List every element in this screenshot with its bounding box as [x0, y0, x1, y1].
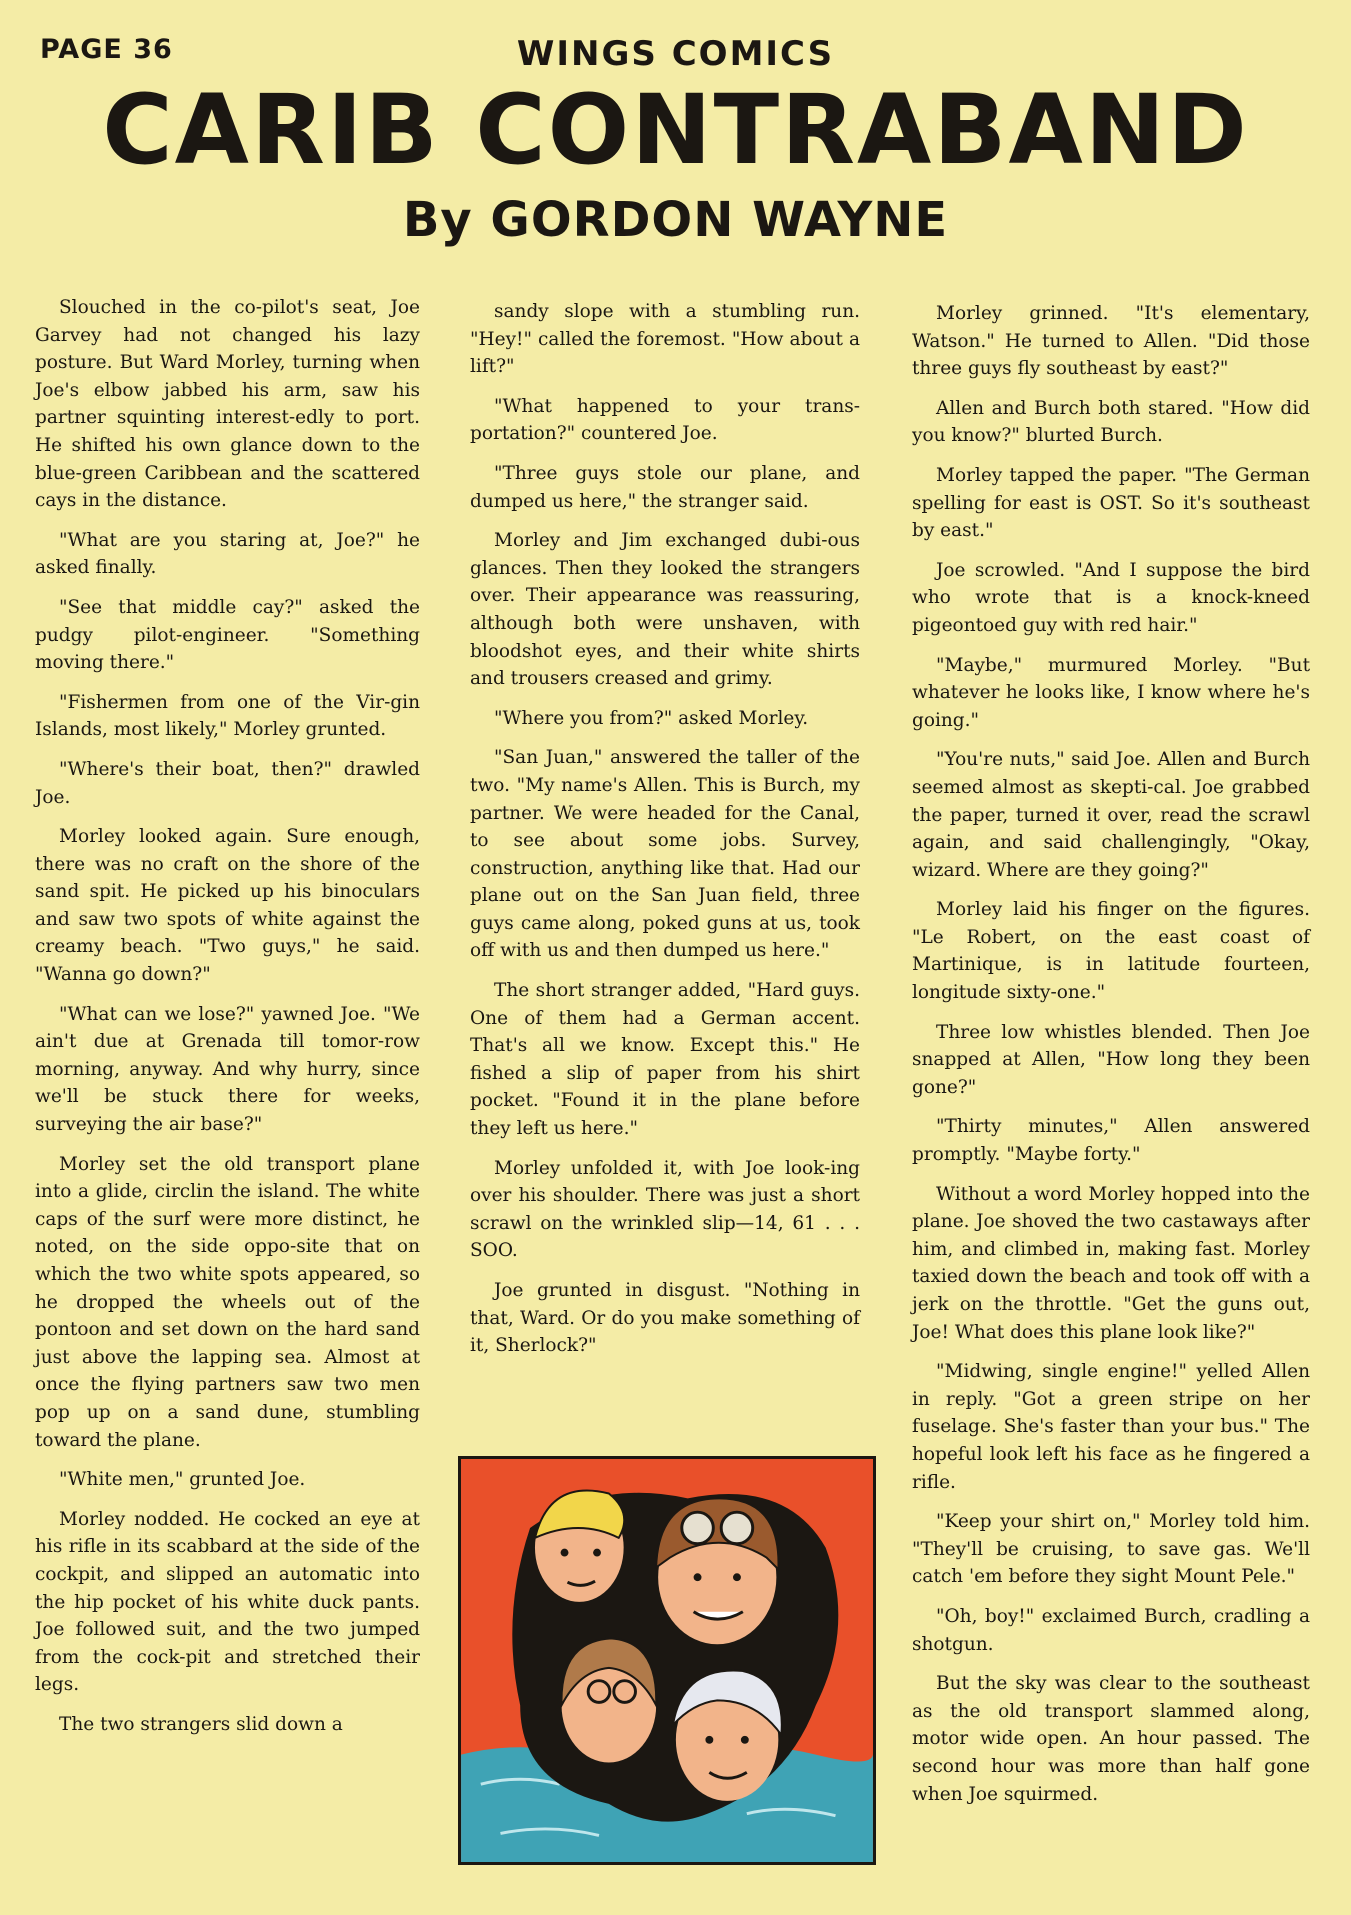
paragraph: The two strangers slid down a	[59, 1713, 343, 1735]
paragraph: Morley grinned. "It's elementary, Watson." He turned to Allen. "Did those three guys fly southeast by east?"	[912, 303, 1310, 380]
paragraph: The short stranger added, "Hard guys. One of them had a German accent. That's all we know. Except this." He fished a slip of paper from his shirt pocket. "Found it in the plane before they left us here."	[470, 980, 860, 1140]
paragraph: "Fishermen from one of the Vir-gin Islands, most likely," Morley grunted.	[35, 691, 420, 741]
aviator-goggles-figure	[656, 1498, 778, 1644]
running-head: WINGS COMICS	[516, 34, 835, 74]
text-column-3	[912, 300, 1310, 1820]
paragraph: "Keep your shirt on," Morley told him. "They'll be cruising, to save gas. We'll catch 'em before they sight Mount Pele."	[912, 1511, 1310, 1588]
paragraph: Without a word Morley hopped into the plane. Joe shoved the two castaways after him, and climbed in, making fast. Morley taxied down the beach and took off with a jerk on the throttle. "Get the guns out, Joe! What does this plane look like?"	[912, 1183, 1310, 1343]
paragraph: Morley looked again. Sure enough, there was no craft on the shore of the sand spit. He picked up his binoculars and saw two spots of white against the creamy beach. "Two guys," he said. "Wanna go down?"	[35, 826, 420, 986]
paragraph: Morley set the old transport plane into a glide, circlin the island. The white caps of the surf were more distinct, he noted, on the side oppo-site that on which the two white spots appeared, so he dropped the wheels out of the pontoon and set down on the hard sand just above the lapping sea. Almost at once the flying partners saw two men pop up on a sand dune, stumbling toward the plane.	[35, 1153, 420, 1451]
paragraph: But the sky was clear to the southeast as the old transport slammed along, motor wide open. An hour passed. The second hour was more than half gone when Joe squirmed.	[912, 1673, 1310, 1805]
paragraph: Three low whistles blended. Then Joe snapped at Allen, "How long they been gone?"	[912, 1021, 1310, 1098]
paragraph: sandy slope with a stumbling run. "Hey!" called the foremost. "How about a lift?"	[470, 301, 860, 378]
paragraph: "What happened to your trans-portation?" countered Joe.	[470, 395, 860, 445]
paragraph: Morley nodded. He cocked an eye at his rifle in its scabbard at the side of the cockpit, and slipped an automatic into the hip pocket of his white duck pants. Joe followed suit, and the two jumped from the cock-pit and stretched their legs.	[35, 1508, 420, 1696]
paragraph: "What are you staring at, Joe?" he asked finally.	[35, 529, 420, 579]
paragraph: "Thirty minutes," Allen answered promptly. "Maybe forty."	[912, 1116, 1310, 1166]
paragraph: "You're nuts," said Joe. Allen and Burch seemed almost as skepti-cal. Joe grabbed the paper, turned it over, read the scrawl again, and said challengingly, "Okay, wizard. Where are they going?"	[912, 749, 1310, 881]
paragraph: Slouched in the co-pilot's seat, Joe Garvey had not changed his lazy posture. But Ward Morley, turning when Joe's elbow jabbed his arm, saw his partner squinting interest-edly to port. He shifted his own glance down to the blue-green Caribbean and the scattered cays in the distance.	[35, 297, 420, 512]
paragraph: Joe scrowled. "And I suppose the bird who wrote that is a knock-kneed pigeontoed guy with red hair."	[912, 559, 1310, 636]
illustration-art	[461, 1459, 873, 1862]
helmeted-figure	[561, 1638, 656, 1762]
paragraph: "Three guys stole our plane, and dumped us here," the stranger said.	[470, 462, 860, 512]
character-illustration	[458, 1456, 876, 1865]
paragraph: "San Juan," answered the taller of the two. "My name's Allen. This is Burch, my partner. We were headed for the Canal, to see about some jobs. Survey, construction, anything like that. Had our plane out on the San Juan field, three guys came along, poked guns at us, took off with us and then dumped us here."	[470, 747, 860, 962]
paragraph: "Midwing, single engine!" yelled Allen in reply. "Got a green stripe on her fuselage. She's faster than your bus." The hopeful look left his face as he fingered a rifle.	[912, 1361, 1310, 1493]
story-title: CARIB CONTRABAND	[102, 74, 1249, 186]
text-column-1	[35, 294, 420, 1751]
paragraph: "Where you from?" asked Morley.	[494, 707, 809, 729]
paragraph: Allen and Burch both stared. "How did you know?" blurted Burch.	[912, 397, 1310, 447]
paragraph: "White men," grunted Joe.	[59, 1469, 306, 1491]
blond-man-figure	[535, 1491, 624, 1602]
paragraph: "See that middle cay?" asked the pudgy pilot-engineer. "Something moving there."	[35, 596, 420, 674]
paragraph: Morley laid his finger on the figures. "Le Robert, on the east coast of Martinique, is in latitude fourteen, longitude sixty-one."	[912, 899, 1310, 1004]
paragraph: "Where's their boat, then?" drawled Joe.	[35, 758, 420, 808]
paragraph: "Oh, boy!" exclaimed Burch, cradling a shotgun.	[912, 1605, 1310, 1655]
paragraph: Morley and Jim exchanged dubi-ous glances. Then they looked the strangers over. Their appearance was reassuring, although both were unshaven, with bloodshot eyes, and their white shirts and trousers creased and grimy.	[470, 530, 860, 690]
paragraph: "Maybe," murmured Morley. "But whatever he looks like, I know where he's going."	[912, 654, 1310, 731]
paragraph: Joe grunted in disgust. "Nothing in that, Ward. Or do you make something of it, Sherlock?"	[470, 1280, 860, 1357]
page-number: PAGE 36	[40, 34, 173, 65]
paragraph: Morley unfolded it, with Joe look-ing over his shoulder. There was just a short scrawl on the wrinkled slip—14, 61 . . . SOO.	[470, 1157, 860, 1262]
text-column-2	[470, 298, 860, 1372]
paragraph: "What can we lose?" yawned Joe. "We ain't due at Grenada till tomor-row morning, anyway. And why hurry, since we'll be stuck there for weeks, surveying the air base?"	[35, 1003, 420, 1136]
story-byline: By GORDON WAYNE	[402, 192, 949, 248]
paragraph: Morley tapped the paper. "The German spelling for east is OST. So it's southeast by east."	[912, 464, 1310, 542]
